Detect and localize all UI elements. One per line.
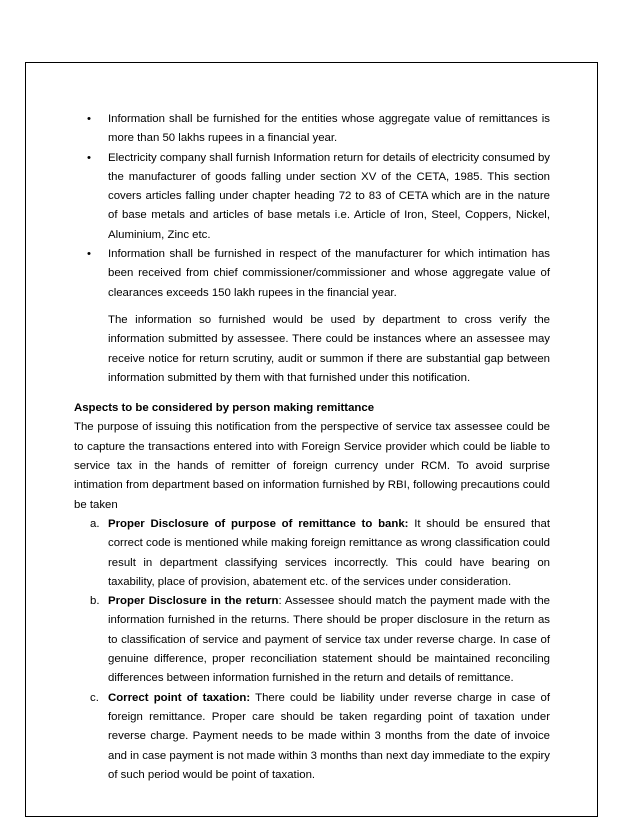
precaution-title: Proper Disclosure of purpose of remittance to bank: — [108, 517, 409, 530]
section-heading: Aspects to be considered by person making remittance — [74, 402, 375, 415]
list-marker: a. — [90, 517, 100, 530]
intro-paragraph: The purpose of issuing this notification from the perspective of service tax assessee could be to capture the transactions entered into with Foreign Service provider which could be liable to service tax in the hands of remitter of foreign currency under RCM. To avoid surprise intimation from department based on information furnished by RBI, following precautions could be taken — [74, 421, 550, 511]
list-marker: c. — [90, 691, 99, 704]
bullet-item: • Electricity company shall furnish Information return for details of electricity consumed by the manufacturer of goods falling under section XV of the CETA, 1985. This section covers articles falling under chapter heading 72 to 83 of CETA which are in the nature of base metals and articles of base metals i.e. Article of Iron, Steel, Coppers, Nickel, Aluminium, Zinc etc. — [74, 149, 550, 245]
info-paragraph: The information so furnished would be used by department to cross verify the information submitted by assessee. There could be instances where an assessee may receive notice for return scrutiny, audit or summon if there are substantial gap between information submitted by them with that furnished under this notification. — [108, 313, 550, 384]
document-body — [74, 110, 550, 785]
precaution-title: Correct point of taxation: — [108, 691, 251, 704]
precaution-item — [74, 515, 550, 592]
list-marker: b. — [90, 595, 100, 608]
precaution-text: There could be liability under reverse charge in case of foreign remittance. Proper care should be taken regarding point of taxation under reverse charge. Payment needs to be made within 3 months from the date of invoice and in case payment is not made within 3 months than next day immediate to the expiry of such period would be point of taxation. — [108, 691, 550, 781]
precaution-item — [74, 592, 550, 688]
precaution-text: It should be ensured that correct code is mentioned while making foreign remittance as wrong classification could result in department classifying services incorrectly. This could have bearing on taxability, place of provision, abatement etc. of the services under consideration. — [108, 517, 550, 588]
bullet-list — [74, 110, 550, 303]
bullet-item: • Information shall be furnished in respect of the manufacturer for which intimation has been received from chief commissioner/commissioner and whose aggregate value of clearances exceeds 150 lakh rupees in the financial year. — [74, 245, 550, 303]
precaution-title: Proper Disclosure in the return — [108, 595, 279, 608]
bullet-item: • Information shall be furnished for the entities whose aggregate value of remittances is more than 50 lakhs rupees in a financial year. — [74, 110, 550, 149]
precautions-list — [74, 515, 550, 785]
precaution-item — [74, 689, 550, 785]
precaution-text: : Assessee should match the payment made with the information furnished in the returns. There should be proper disclosure in the return as to classification of service and payment of service tax under reverse charge. In case of genuine difference, proper reconciliation statement should be maintained reconciling differences between information furnished in the return and details of remittance. — [108, 595, 550, 685]
